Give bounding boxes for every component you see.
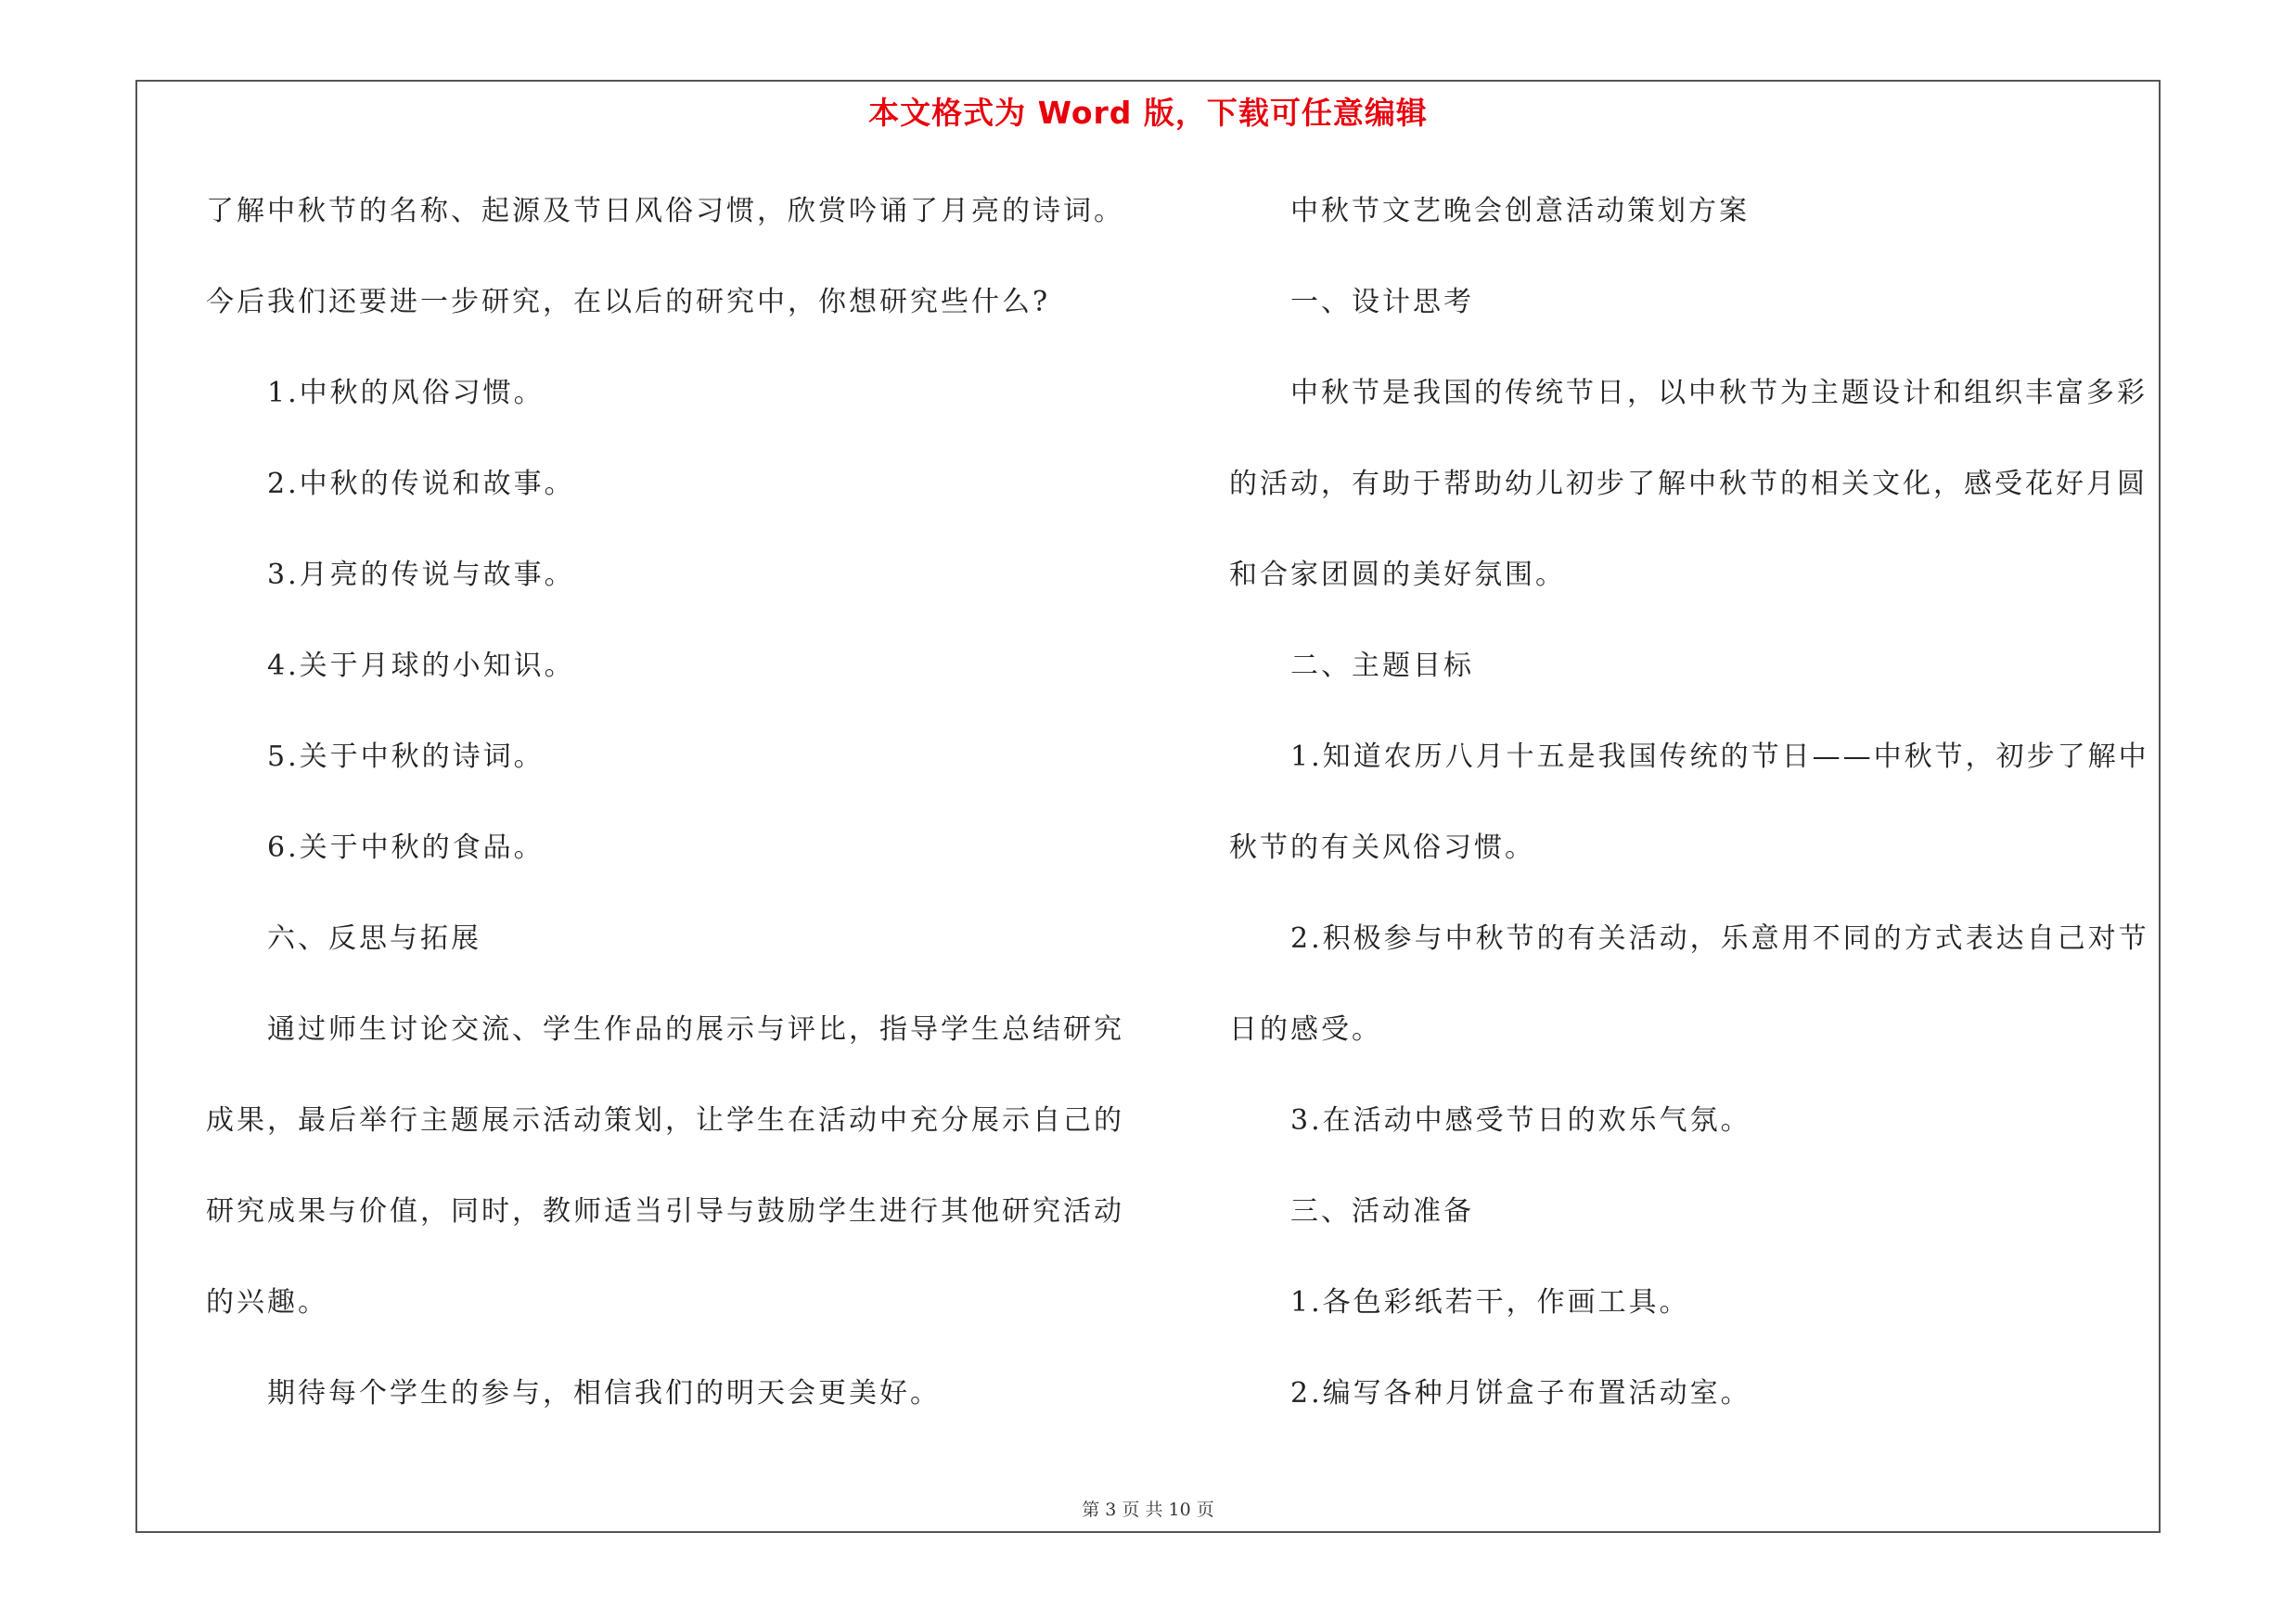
document-title: 中秋节文艺晚会创意活动策划方案 bbox=[1290, 195, 1750, 227]
page-number: 第 3 页 共 10 页 bbox=[1082, 1500, 1214, 1520]
format-banner: 本文格式为 Word 版，下载可任意编辑 bbox=[868, 95, 1428, 131]
section-heading: 六、反思与拓展 bbox=[267, 922, 481, 955]
paragraph-line: 通过师生讨论交流、学生作品的展示与评比，指导学生总结研究 bbox=[267, 1013, 1124, 1046]
paragraph-line: 的兴趣。 bbox=[206, 1286, 328, 1319]
list-item: 2.编写各种月饼盒子布置活动室。 bbox=[1290, 1377, 1751, 1410]
section-heading: 一、设计思考 bbox=[1290, 286, 1474, 318]
section-heading: 二、主题目标 bbox=[1290, 650, 1474, 682]
paragraph-line: 今后我们还要进一步研究，在以后的研究中，你想研究些什么? bbox=[206, 286, 1051, 318]
paragraph-line: 中秋节是我国的传统节日，以中秋节为主题设计和组织丰富多彩 bbox=[1290, 377, 2148, 409]
paragraph-line: 的活动，有助于帮助幼儿初步了解中秋节的相关文化，感受花好月圆 bbox=[1229, 468, 2148, 500]
paragraph-line: 和合家团圆的美好氛围。 bbox=[1229, 559, 1566, 591]
list-item: 日的感受。 bbox=[1229, 1013, 1382, 1046]
list-item: 5.关于中秋的诗词。 bbox=[267, 741, 545, 773]
list-item: 1.中秋的风俗习惯。 bbox=[267, 377, 545, 409]
list-item: 3.在活动中感受节日的欢乐气氛。 bbox=[1290, 1104, 1751, 1137]
paragraph-line: 了解中秋节的名称、起源及节日风俗习惯，欣赏吟诵了月亮的诗词。 bbox=[206, 195, 1124, 227]
list-item: 2.中秋的传说和故事。 bbox=[267, 468, 575, 500]
paragraph-line: 期待每个学生的参与，相信我们的明天会更美好。 bbox=[267, 1377, 941, 1410]
list-item: 秋节的有关风俗习惯。 bbox=[1229, 831, 1535, 864]
list-item: 1.知道农历八月十五是我国传统的节日——中秋节，初步了解中 bbox=[1290, 741, 2149, 773]
list-item: 2.积极参与中秋节的有关活动，乐意用不同的方式表达自己对节 bbox=[1290, 922, 2149, 955]
paragraph-line: 研究成果与价值，同时，教师适当引导与鼓励学生进行其他研究活动 bbox=[206, 1195, 1124, 1228]
list-item: 3.月亮的传说与故事。 bbox=[267, 559, 575, 591]
list-item: 4.关于月球的小知识。 bbox=[267, 650, 575, 682]
list-item: 6.关于中秋的食品。 bbox=[267, 831, 545, 864]
section-heading: 三、活动准备 bbox=[1290, 1195, 1474, 1228]
paragraph-line: 成果，最后举行主题展示活动策划，让学生在活动中充分展示自己的 bbox=[206, 1104, 1124, 1137]
list-item: 1.各色彩纸若干，作画工具。 bbox=[1290, 1286, 1690, 1319]
